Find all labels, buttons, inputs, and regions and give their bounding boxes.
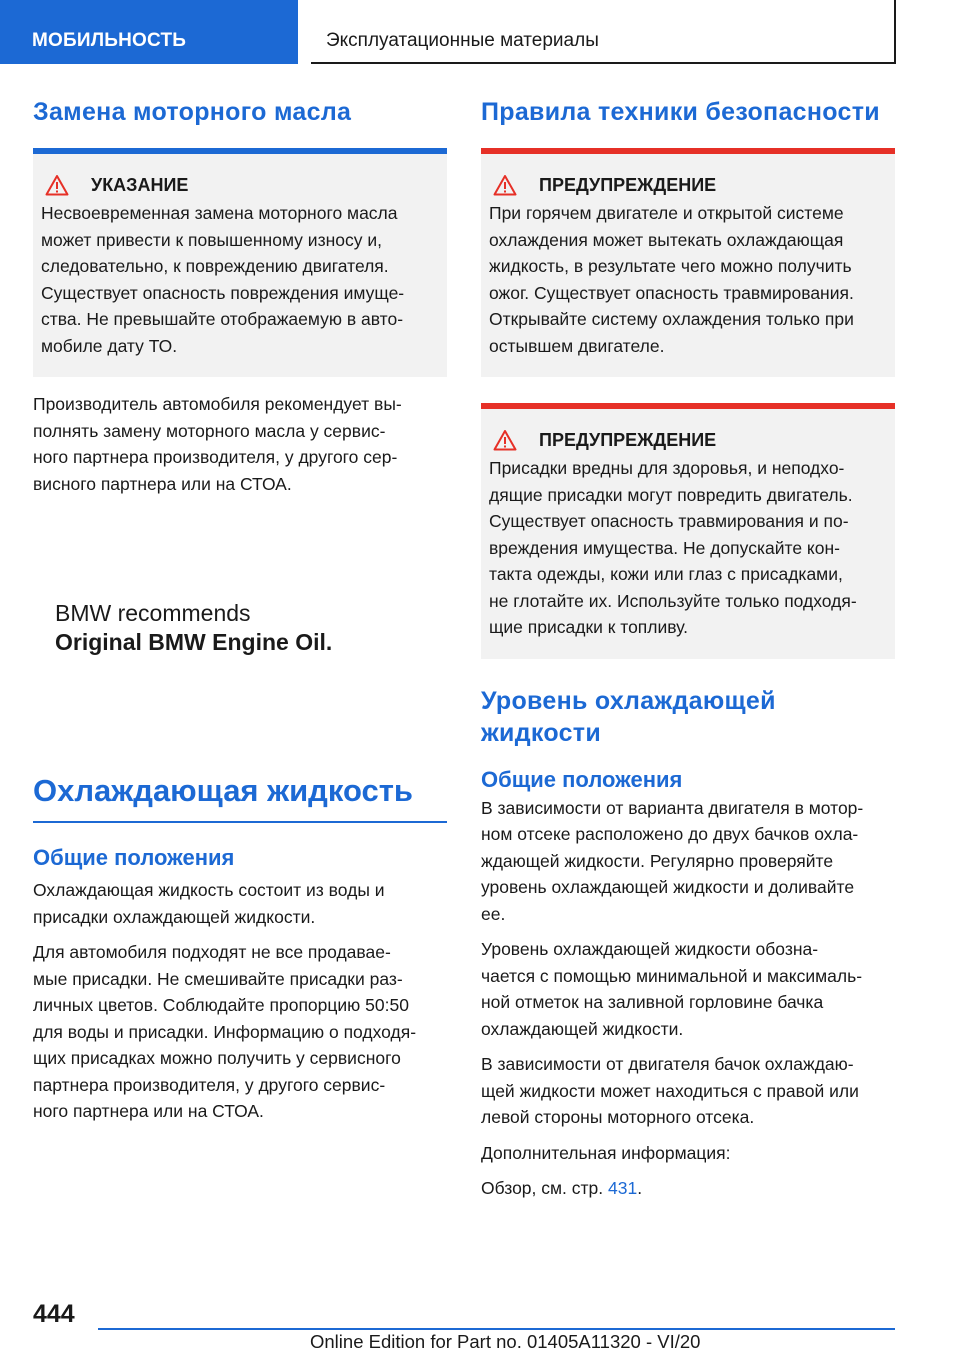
warning1-line: При горячем двигателе и открытой системе	[489, 203, 844, 223]
footer-rule	[98, 1328, 895, 1330]
note-line: мобиле дату ТО.	[41, 335, 178, 356]
note-line: Несвоевременная замена моторного масла	[41, 203, 398, 223]
warning1-line: ожог. Существует опасность травмирования.	[489, 282, 854, 303]
warning-triangle-icon	[493, 429, 517, 451]
page-number: 444	[33, 1300, 75, 1328]
warning-box-2	[481, 409, 895, 659]
note-line: может привести к повышенному износу и,	[41, 229, 382, 250]
warning-triangle-icon	[45, 174, 69, 196]
page-reference-link[interactable]: 431	[608, 1178, 638, 1198]
header-subsection: Эксплуатационные материалы	[311, 0, 896, 64]
warning2-line: Присадки вредны для здоровья, и неподхо-	[489, 458, 845, 478]
level-paragraph-3: В зависимости от двигателя бачок охлаждаю- щей жидкости может находиться с правой или левой стороны моторного отсека.	[481, 1054, 859, 1127]
note-line: следовательно, к повреждению двигателя.	[41, 256, 389, 276]
warning1-line: жидкость, в результате чего можно получить	[489, 256, 852, 276]
warning2-line: такта одежды, кожи или глаз с присадками,	[489, 564, 843, 584]
level-paragraph-4: Дополнительная информация:	[481, 1142, 731, 1163]
warning2-line: дящие присадки могут повредить двигатель.	[489, 484, 853, 505]
oil-change-title: Замена моторного масла	[33, 98, 352, 126]
oil-sign-line1: BMW recommends	[55, 600, 251, 626]
general-provisions-title-right: Общие положения	[481, 766, 683, 792]
coolant-title: Охлаждающая жидкость	[33, 773, 413, 808]
warning-triangle-icon	[493, 174, 517, 196]
level-paragraph-1: В зависимости от варианта двигателя в мотор- ном отсеке расположено до двух бачков охла- ждающей жидкости. Регулярно проверяйте уровень охлаждающей жидкости и доливайте ее.	[481, 797, 864, 924]
note-line: Существует опасность повреждения имуще-	[41, 282, 405, 303]
coolant-paragraph-2: Для автомобиля подходят не все продавае- мые присадки. Не смешивайте присадки раз- личных цветов. Соблюдайте пропорцию 50:50 для воды и присадки. Информацию о подходя- щих присадках можно получить у сервисного партнера производителя, у другого сервис- ного партнера или на СТОА.	[33, 942, 417, 1121]
warning2-label: ПРЕДУПРЕЖДЕНИЕ	[539, 430, 717, 450]
header-section-tab: МОБИЛЬНОСТЬ	[0, 0, 298, 64]
note-label: УКАЗАНИЕ	[91, 175, 189, 195]
note-line: ства. Не превышайте отображаемую в авто-	[41, 309, 404, 329]
warning1-line: остывшем двигателе.	[489, 335, 665, 356]
warning-box-1	[481, 154, 895, 377]
oil-paragraph: Производитель автомобиля рекомендует вы- полнять замену моторного масла у сервис- ного партнера производителя, у другого сер- висного партнера или на СТОА.	[33, 394, 402, 494]
warning2-line: не глотайте их. Используйте только подходя-	[489, 590, 857, 611]
level-paragraph-2: Уровень охлаждающей жидкости обозна- чается с помощью минимальной и максималь- ной отметок на заливной горловине бачка охлаждающей жидкости.	[481, 939, 863, 1039]
safety-title: Правила техники безопасности	[481, 98, 880, 126]
bmw-oil-recommendation-image	[55, 599, 447, 657]
warning1-label: ПРЕДУПРЕЖДЕНИЕ	[539, 175, 717, 195]
note-box	[33, 154, 447, 377]
level-paragraph-5: Обзор, см. стр. 431.	[481, 1178, 643, 1198]
right-column	[481, 96, 895, 1211]
oil-sign-line2: Original BMW Engine Oil.	[55, 629, 333, 655]
warning2-line: вреждения имущества. Не допускайте кон-	[489, 537, 840, 558]
left-column	[33, 96, 447, 1134]
warning1-line: Открывайте систему охлаждения только при	[489, 309, 854, 329]
warning1-line: охлаждения может вытекать охлаждающая	[489, 229, 844, 250]
coolant-level-title: Уровень охлаждающей жидкости	[481, 686, 776, 747]
warning2-line: Существует опасность травмирования и по-	[489, 511, 849, 531]
coolant-paragraph-1: Охлаждающая жидкость состоит из воды и присадки охлаждающей жидкости.	[33, 880, 385, 927]
general-provisions-title: Общие положения	[33, 845, 235, 870]
warning2-line: щие присадки к топливу.	[489, 617, 689, 637]
footer-edition: Online Edition for Part no. 01405A11320 - VI/20	[310, 1331, 701, 1352]
